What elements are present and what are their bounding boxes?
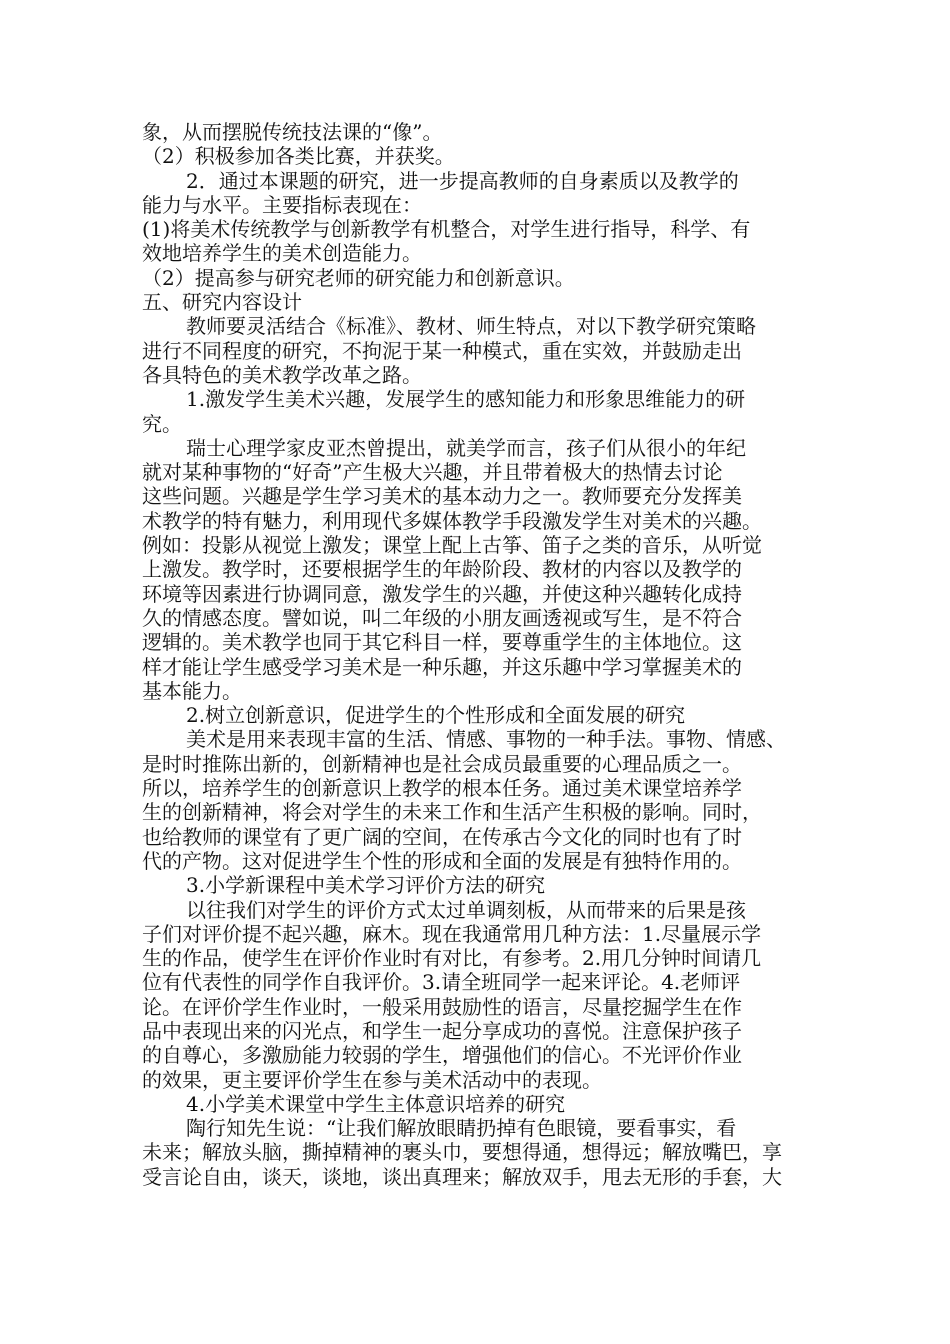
text-line: 2.树立创新意识，促进学生的个性形成和全面发展的研究 bbox=[186, 703, 686, 728]
text-line: 子们对评价提不起兴趣，麻木。现在我通常用几种方法：1.尽量展示学 bbox=[142, 921, 762, 946]
text-line: 受言论自由，谈天，谈地，谈出真理来；解放双手，甩去无形的手套，大 bbox=[142, 1164, 782, 1189]
text-line: 所以，培养学生的创新意识上教学的根本任务。通过美术课堂培养学 bbox=[142, 776, 742, 801]
text-line: 美术是用来表现丰富的生活、情感、事物的一种手法。事物、情感、 bbox=[186, 727, 786, 752]
text-line: （2）积极参加各类比赛，并获奖。 bbox=[142, 144, 455, 169]
text-line: 究。 bbox=[142, 411, 182, 436]
text-line: 以往我们对学生的评价方式太过单调刻板，从而带来的后果是孩 bbox=[186, 897, 746, 922]
text-line: 就对某种事物的“好奇”产生极大兴趣，并且带着极大的热情去讨论 bbox=[142, 460, 723, 485]
text-line: 效地培养学生的美术创造能力。 bbox=[142, 241, 422, 266]
text-line: 逻辑的。美术教学也同于其它科目一样，要尊重学生的主体地位。这 bbox=[142, 630, 742, 655]
text-line: 3.小学新课程中美术学习评价方法的研究 bbox=[186, 873, 546, 898]
text-line: 论。在评价学生作业时，一般采用鼓励性的语言，尽量挖掘学生在作 bbox=[142, 994, 742, 1019]
text-line: 各具特色的美术教学改革之路。 bbox=[142, 362, 422, 387]
text-line: 进行不同程度的研究，不拘泥于某一种模式，重在实效，并鼓励走出 bbox=[142, 338, 742, 363]
text-line: 的自尊心，多激励能力较弱的学生，增强他们的信心。不光评价作业 bbox=[142, 1043, 742, 1068]
text-line: 环境等因素进行协调同意，激发学生的兴趣，并使这种兴趣转化成持 bbox=[142, 581, 742, 606]
text-line: 瑞士心理学家皮亚杰曾提出，就美学而言，孩子们从很小的年纪 bbox=[186, 435, 746, 460]
text-line: 品中表现出来的闪光点，和学生一起分享成功的喜悦。注意保护孩子 bbox=[142, 1018, 742, 1043]
text-line: 位有代表性的同学作自我评价。3.请全班同学一起来评论。4.老师评 bbox=[142, 970, 741, 995]
text-line: 的效果，更主要评价学生在参与美术活动中的表现。 bbox=[142, 1067, 602, 1092]
text-line: 象，从而摆脱传统技法课的“像”。 bbox=[142, 120, 443, 144]
text-line: 1.激发学生美术兴趣，发展学生的感知能力和形象思维能力的研 bbox=[186, 387, 746, 412]
text-line: 基本能力。 bbox=[142, 678, 242, 703]
text-line: 样才能让学生感受学习美术是一种乐趣，并这乐趣中学习掌握美术的 bbox=[142, 654, 742, 679]
text-line: 陶行知先生说：“让我们解放眼睛扔掉有色眼镜，要看事实，看 bbox=[186, 1116, 737, 1141]
text-line: 4.小学美术课堂中学生主体意识培养的研究 bbox=[186, 1091, 566, 1116]
text-line: 教师要灵活结合《标准》、教材、师生特点，对以下教学研究策略 bbox=[186, 314, 756, 339]
text-line: 五、研究内容设计 bbox=[142, 290, 302, 315]
text-line: 也给教师的课堂有了更广阔的空间，在传承古今文化的同时也有了时 bbox=[142, 824, 742, 849]
text-line: 生的创新精神，将会对学生的未来工作和生活产生积极的影响。同时， bbox=[142, 800, 762, 825]
text-line: (1)将美术传统教学与创新教学有机整合，对学生进行指导，科学、有 bbox=[142, 217, 751, 242]
text-line: 例如：投影从视觉上激发；课堂上配上古筝、笛子之类的音乐，从听觉 bbox=[142, 533, 762, 558]
text-line: 上激发。教学时，还要根据学生的年龄阶段、教材的内容以及教学的 bbox=[142, 557, 742, 582]
text-line: 代的产物。这对促进学生个性的形成和全面的发展是有独特作用的。 bbox=[142, 848, 742, 873]
text-line: 未来；解放头脑，撕掉精神的裹头巾，要想得通，想得远；解放嘴巴，享 bbox=[142, 1140, 782, 1165]
document-body bbox=[142, 120, 810, 1189]
text-line: 能力与水平。主要指标表现在： bbox=[142, 192, 422, 217]
text-line: 术教学的特有魅力，利用现代多媒体教学手段激发学生对美术的兴趣。 bbox=[142, 508, 762, 533]
text-line: 生的作品，使学生在评价作业时有对比，有参考。2.用几分钟时间请几 bbox=[142, 946, 762, 971]
text-line: 久的情感态度。譬如说，叫二年级的小朋友画透视或写生，是不符合 bbox=[142, 605, 742, 630]
text-line: （2）提高参与研究老师的研究能力和创新意识。 bbox=[142, 265, 575, 290]
text-line: 这些问题。兴趣是学生学习美术的基本动力之一。教师要充分发挥美 bbox=[142, 484, 742, 509]
text-line: 是时时推陈出新的，创新精神也是社会成员最重要的心理品质之一。 bbox=[142, 751, 742, 776]
text-line: 2．通过本课题的研究，进一步提高教师的自身素质以及教学的 bbox=[186, 168, 739, 193]
